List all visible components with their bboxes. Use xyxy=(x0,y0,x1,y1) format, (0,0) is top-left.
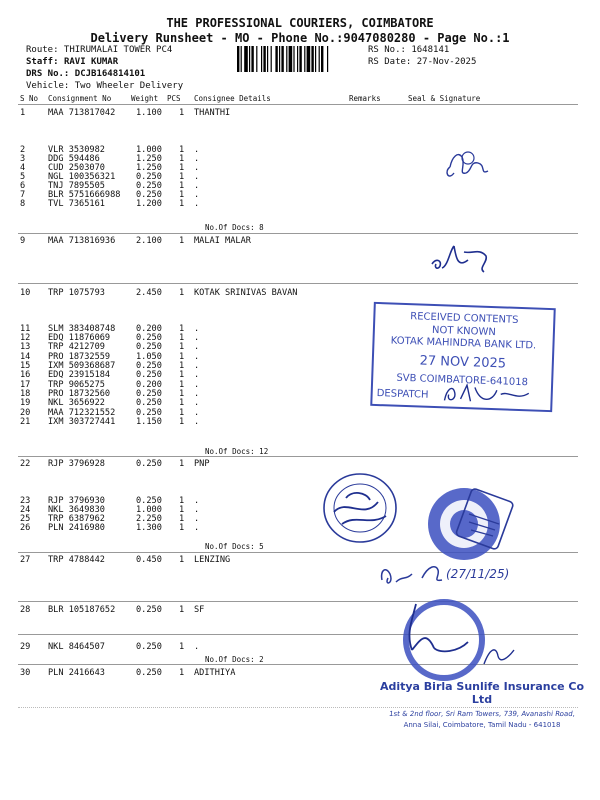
row-sno: 27 xyxy=(20,555,31,565)
row-consignment-no: TRP 4788442 xyxy=(48,555,105,565)
col-consignee: Consignee Details xyxy=(194,94,271,103)
stamp-line: SVB COIMBATORE-641018 xyxy=(396,372,529,389)
row-consignment-no: RJP 3796928 xyxy=(48,459,105,469)
row-weight: 0.250 xyxy=(136,190,162,200)
row-consignee: . xyxy=(194,523,200,533)
row-sno: 28 xyxy=(20,605,31,615)
punjab-square-stamp xyxy=(455,488,515,554)
row-weight: 0.200 xyxy=(136,324,162,334)
signature-sf xyxy=(480,640,520,670)
row-weight: 1.050 xyxy=(136,352,162,362)
section-divider xyxy=(18,634,578,635)
barcode xyxy=(237,46,365,72)
staff-label: Staff: xyxy=(26,57,59,67)
row-sno: 7 xyxy=(20,190,26,200)
row-weight: 0.250 xyxy=(136,370,162,380)
row-weight: 0.250 xyxy=(136,361,162,371)
aditya-company-name: Aditya Birla Sunlife Insurance Co Ltd xyxy=(379,680,585,706)
row-sno: 1 xyxy=(20,108,26,118)
row-pcs: 1 xyxy=(179,333,185,343)
section-divider xyxy=(18,601,578,602)
row-consignment-no: TRP 4212709 xyxy=(48,342,105,352)
row-sno: 3 xyxy=(20,154,26,164)
row-weight: 0.250 xyxy=(136,605,162,615)
row-pcs: 1 xyxy=(179,380,185,390)
row-consignment-no: NGL 100356321 xyxy=(48,172,116,182)
row-pcs: 1 xyxy=(179,417,185,427)
row-sno: 21 xyxy=(20,417,31,427)
row-pcs: 1 xyxy=(179,145,185,155)
row-consignee: . xyxy=(194,408,200,418)
row-consignee: . xyxy=(194,417,200,427)
row-sno: 22 xyxy=(20,459,31,469)
row-pcs: 1 xyxy=(179,668,185,678)
row-consignee: . xyxy=(194,172,200,182)
row-consignment-no: MAA 713816936 xyxy=(48,236,116,246)
row-consignment-no: EDQ 11876069 xyxy=(48,333,111,343)
row-consignee: . xyxy=(194,154,200,164)
row-consignee: ADITHIYA xyxy=(194,668,236,678)
row-consignment-no: BLR 5751666988 xyxy=(48,190,121,200)
row-sno: 29 xyxy=(20,642,31,652)
row-consignee: . xyxy=(194,642,200,652)
runsheet-subtitle: Delivery Runsheet - MO - Phone No.:9047080280 - Page No.:1 xyxy=(90,31,510,45)
row-pcs: 1 xyxy=(179,352,185,362)
row-pcs: 1 xyxy=(179,605,185,615)
svg-text:(27/11/25): (27/11/25) xyxy=(446,567,510,581)
row-weight: 0.250 xyxy=(136,459,162,469)
row-sno: 24 xyxy=(20,505,31,515)
row-sno: 6 xyxy=(20,181,26,191)
row-consignee: . xyxy=(194,145,200,155)
docs-count: No.Of Docs: 8 xyxy=(205,223,264,232)
sf-round-stamp xyxy=(382,590,492,682)
row-pcs: 1 xyxy=(179,496,185,506)
row-pcs: 1 xyxy=(179,370,185,380)
row-pcs: 1 xyxy=(179,408,185,418)
company-title: THE PROFESSIONAL COURIERS, COIMBATORE xyxy=(166,16,434,30)
row-pcs: 1 xyxy=(179,555,185,565)
row-sno: 30 xyxy=(20,668,31,678)
kotak-received-stamp xyxy=(370,302,556,412)
row-consignment-no: PRO 18732560 xyxy=(48,389,111,399)
row-sno: 10 xyxy=(20,288,31,298)
row-pcs: 1 xyxy=(179,459,185,469)
row-consignment-no: TNJ 7895505 xyxy=(48,181,105,191)
row-weight: 2.250 xyxy=(136,514,162,524)
row-consignment-no: IXM 509368687 xyxy=(48,361,116,371)
row-consignee: . xyxy=(194,199,200,209)
row-pcs: 1 xyxy=(179,288,185,298)
row-sno: 26 xyxy=(20,523,31,533)
signature-malai-malar xyxy=(428,238,498,278)
row-weight: 0.250 xyxy=(136,342,162,352)
row-weight: 0.250 xyxy=(136,496,162,506)
header-divider xyxy=(18,104,578,105)
row-weight: 0.250 xyxy=(136,181,162,191)
row-pcs: 1 xyxy=(179,324,185,334)
section-divider xyxy=(18,283,578,284)
row-weight: 1.250 xyxy=(136,154,162,164)
row-consignee: . xyxy=(194,324,200,334)
row-consignee: LENZING xyxy=(194,555,231,565)
staff-name: RAVI KUMAR xyxy=(63,57,119,67)
drs-number: DCJB164814101 xyxy=(74,69,146,79)
row-weight: 0.250 xyxy=(136,172,162,182)
row-weight: 0.250 xyxy=(136,668,162,678)
row-sno: 13 xyxy=(20,342,31,352)
row-consignee: . xyxy=(194,505,200,515)
row-sno: 20 xyxy=(20,408,31,418)
row-consignee: . xyxy=(194,190,200,200)
docs-count: No.Of Docs: 2 xyxy=(205,655,264,664)
stamp-line: DESPATCH xyxy=(376,388,429,401)
row-consignee: . xyxy=(194,181,200,191)
stamp-line: RECEIVED CONTENTS xyxy=(410,311,519,326)
row-weight: 1.300 xyxy=(136,523,162,533)
section-divider xyxy=(18,233,578,234)
row-consignee: . xyxy=(194,361,200,371)
pnp-round-stamp xyxy=(312,468,408,548)
row-weight: 1.100 xyxy=(136,108,162,118)
row-consignment-no: CUD 2503070 xyxy=(48,163,105,173)
row-consignee: . xyxy=(194,333,200,343)
row-sno: 12 xyxy=(20,333,31,343)
stamp-line: KOTAK MAHINDRA BANK LTD. xyxy=(390,335,537,352)
row-weight: 1.250 xyxy=(136,163,162,173)
row-pcs: 1 xyxy=(179,642,185,652)
row-weight: 1.000 xyxy=(136,145,162,155)
row-pcs: 1 xyxy=(179,172,185,182)
col-pcs: PCS xyxy=(167,94,181,103)
row-sno: 4 xyxy=(20,163,26,173)
row-weight: 2.100 xyxy=(136,236,162,246)
row-pcs: 1 xyxy=(179,523,185,533)
row-consignee: THANTHI xyxy=(194,108,231,118)
drs-label: DRS No.: xyxy=(26,69,70,79)
row-weight: 0.450 xyxy=(136,555,162,565)
row-consignee: . xyxy=(194,514,200,524)
row-consignment-no: MAA 713817042 xyxy=(48,108,116,118)
row-pcs: 1 xyxy=(179,108,185,118)
row-consignment-no: NKL 8464507 xyxy=(48,642,105,652)
row-consignee: . xyxy=(194,352,200,362)
row-consignment-no: NKL 3656922 xyxy=(48,398,105,408)
col-remarks: Remarks xyxy=(349,94,381,103)
route-text: Route: THIRUMALAI TOWER PC4 xyxy=(26,45,173,55)
row-consignment-no: IXM 303727441 xyxy=(48,417,116,427)
signature-kotak xyxy=(436,378,537,409)
row-consignment-no: BLR 105187652 xyxy=(48,605,116,615)
row-consignment-no: TVL 7365161 xyxy=(48,199,105,209)
row-weight: 1.000 xyxy=(136,505,162,515)
row-weight: 2.450 xyxy=(136,288,162,298)
row-pcs: 1 xyxy=(179,514,185,524)
row-consignee: . xyxy=(194,163,200,173)
row-consignment-no: TRP 1075793 xyxy=(48,288,105,298)
row-sno: 11 xyxy=(20,324,31,334)
row-consignment-no: PLN 2416980 xyxy=(48,523,105,533)
row-sno: 19 xyxy=(20,398,31,408)
row-pcs: 1 xyxy=(179,181,185,191)
col-sno: S No xyxy=(20,94,39,103)
row-pcs: 1 xyxy=(179,398,185,408)
row-consignee: . xyxy=(194,398,200,408)
row-weight: 0.250 xyxy=(136,333,162,343)
row-sno: 2 xyxy=(20,145,26,155)
row-weight: 0.250 xyxy=(136,408,162,418)
row-sno: 9 xyxy=(20,236,26,246)
row-sno: 8 xyxy=(20,199,26,209)
row-sno: 23 xyxy=(20,496,31,506)
signature-thanthi xyxy=(440,143,500,188)
row-consignee: . xyxy=(194,389,200,399)
row-consignment-no: SLM 383408748 xyxy=(48,324,116,334)
row-consignee: MALAI MALAR xyxy=(194,236,251,246)
row-sno: 17 xyxy=(20,380,31,390)
row-weight: 1.150 xyxy=(136,417,162,427)
row-pcs: 1 xyxy=(179,154,185,164)
col-seal-signature: Seal & Signature xyxy=(408,94,481,103)
row-consignment-no: PLN 2416643 xyxy=(48,668,105,678)
row-sno: 16 xyxy=(20,370,31,380)
row-consignee: . xyxy=(194,380,200,390)
row-weight: 0.250 xyxy=(136,389,162,399)
docs-count: No.Of Docs: 12 xyxy=(205,447,269,456)
row-weight: 1.200 xyxy=(136,199,162,209)
docs-count: No.Of Docs: 5 xyxy=(205,542,264,551)
row-pcs: 1 xyxy=(179,190,185,200)
staff-line xyxy=(26,57,118,67)
col-consignment: Consignment No xyxy=(48,94,112,103)
stamp-date: 27 NOV 2025 xyxy=(419,353,507,372)
row-sno: 25 xyxy=(20,514,31,524)
row-consignment-no: VLR 3530982 xyxy=(48,145,105,155)
vehicle-text: Vehicle: Two Wheeler Delivery xyxy=(26,81,184,91)
row-consignee: PNP xyxy=(194,459,210,469)
row-consignment-no: NKL 3649830 xyxy=(48,505,105,515)
col-weight: Weight xyxy=(131,94,159,103)
row-consignment-no: PRO 18732559 xyxy=(48,352,111,362)
row-sno: 15 xyxy=(20,361,31,371)
aditya-birla-stamp xyxy=(372,680,592,729)
row-pcs: 1 xyxy=(179,505,185,515)
stamp-line: NOT KNOWN xyxy=(431,324,497,339)
row-pcs: 1 xyxy=(179,163,185,173)
row-sno: 14 xyxy=(20,352,31,362)
row-weight: 0.250 xyxy=(136,398,162,408)
row-pcs: 1 xyxy=(179,389,185,399)
row-consignment-no: TRP 6387962 xyxy=(48,514,105,524)
rs-number: RS No.: 1648141 xyxy=(368,45,450,55)
row-sno: 18 xyxy=(20,389,31,399)
row-pcs: 1 xyxy=(179,236,185,246)
row-sno: 5 xyxy=(20,172,26,182)
row-consignee: KOTAK SRINIVAS BAVAN xyxy=(194,288,298,298)
drs-line xyxy=(26,69,145,79)
row-consignment-no: TRP 9065275 xyxy=(48,380,105,390)
row-consignment-no: MAA 712321552 xyxy=(48,408,116,418)
row-consignee: . xyxy=(194,496,200,506)
row-consignment-no: DDG 594486 xyxy=(48,154,100,164)
rs-date: RS Date: 27-Nov-2025 xyxy=(368,57,477,67)
row-pcs: 1 xyxy=(179,199,185,209)
row-pcs: 1 xyxy=(179,342,185,352)
row-consignment-no: EDQ 23915184 xyxy=(48,370,111,380)
section-divider xyxy=(18,456,578,457)
aditya-address-2: Anna Silai, Coimbatore, Tamil Nadu - 641018 xyxy=(403,721,561,729)
aditya-address-1: 1st & 2nd floor, Sri Ram Towers, 739, Avanashi Road, xyxy=(388,710,576,718)
row-consignee: . xyxy=(194,342,200,352)
row-weight: 0.200 xyxy=(136,380,162,390)
row-consignment-no: RJP 3796930 xyxy=(48,496,105,506)
row-pcs: 1 xyxy=(179,361,185,371)
row-consignee: . xyxy=(194,370,200,380)
row-consignee: SF xyxy=(194,605,205,615)
row-weight: 0.250 xyxy=(136,642,162,652)
